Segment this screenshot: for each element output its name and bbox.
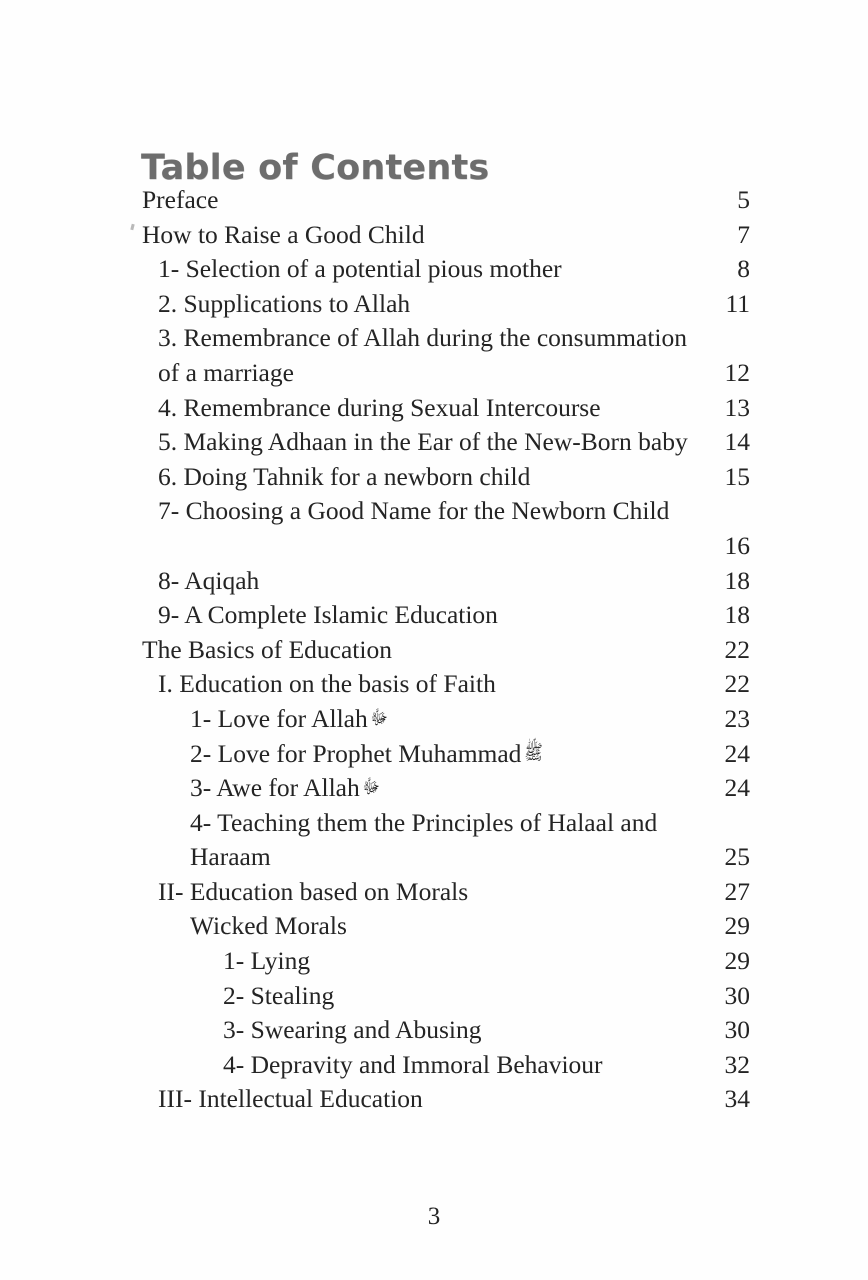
page-folio-number: 3 xyxy=(427,1203,441,1230)
toc-entry-label: 1- Lying xyxy=(223,946,311,976)
toc-entry-label: 3- Awe for Allah ﷻ xyxy=(190,773,380,803)
toc-entry-page-number: 22 xyxy=(724,669,750,699)
toc-entry-page-number: 13 xyxy=(724,392,750,422)
page-title: Table of Contents xyxy=(141,148,490,189)
toc-entry-page-number: 24 xyxy=(724,773,750,803)
toc-entry[interactable] xyxy=(142,875,750,910)
toc-entry[interactable] xyxy=(142,667,750,702)
toc-entry-label: II- Education based on Morals xyxy=(158,876,469,906)
toc-entry-page-number: 8 xyxy=(737,254,750,284)
toc-entry[interactable] xyxy=(142,460,750,495)
toc-entry-page-number: 7 xyxy=(737,219,750,249)
toc-entry[interactable] xyxy=(142,633,750,668)
toc-entry[interactable] xyxy=(142,944,750,979)
toc-entry-page-number: 30 xyxy=(724,980,750,1010)
toc-entry-page-number: 12 xyxy=(724,357,750,387)
toc-entry-label: 3. Remembrance of Allah during the consummation of a marriage xyxy=(158,323,694,387)
honorific-allah-icon: ﷻ xyxy=(370,704,388,730)
honorific-allah-icon: ﷻ xyxy=(362,774,380,799)
toc-entry[interactable] xyxy=(142,391,750,426)
toc-entry[interactable] xyxy=(142,1048,750,1083)
toc-entry[interactable] xyxy=(142,287,750,322)
toc-entry[interactable] xyxy=(142,598,750,633)
toc-entry[interactable] xyxy=(142,564,750,599)
toc-entry[interactable] xyxy=(142,702,750,737)
toc-entry-page-number: 34 xyxy=(724,1084,750,1114)
toc-entry-page-number: 24 xyxy=(724,738,750,768)
toc-entry-label: 4- Depravity and Immoral Behaviour xyxy=(223,1049,603,1079)
toc-entry[interactable] xyxy=(142,771,750,806)
toc-entry-page-number: 5 xyxy=(737,185,750,214)
toc-entry-label: 4- Teaching them the Principles of Halaal and Haraam xyxy=(190,807,664,872)
toc-entry-label: 7- Choosing a Good Name for the Newborn Child xyxy=(158,496,670,526)
toc-entry-page-number: 23 xyxy=(724,703,750,733)
toc-entry[interactable] xyxy=(142,1082,750,1117)
toc-entry-page-number: 18 xyxy=(724,565,750,595)
toc-entry-page-number: 22 xyxy=(724,634,750,664)
toc-entry-label: Wicked Morals xyxy=(190,911,347,941)
scan-artifact xyxy=(130,224,134,231)
toc-entry[interactable] xyxy=(142,321,750,390)
toc-entry-label: 4. Remembrance during Sexual Intercourse xyxy=(158,392,601,422)
toc-entry-page-number: 14 xyxy=(724,427,750,457)
toc-entry-label: 3- Swearing and Abusing xyxy=(223,1015,482,1045)
toc-entry-label: 5. Making Adhaan in the Ear of the New-Born baby xyxy=(158,427,688,457)
toc-entry-label: 2. Supplications to Allah xyxy=(158,288,411,318)
toc-entry-label: 8- Aqiqah xyxy=(158,565,260,595)
toc-entry-label: 9- A Complete Islamic Education xyxy=(158,600,498,630)
toc-entry-label: 1- Selection of a potential pious mother xyxy=(158,254,562,284)
toc-entry-label: How to Raise a Good Child xyxy=(142,219,425,249)
toc-entry[interactable] xyxy=(142,252,750,287)
toc-entry-label: The Basics of Education xyxy=(142,634,392,664)
toc-entry[interactable] xyxy=(142,806,750,875)
toc-entry[interactable] xyxy=(142,909,750,944)
toc-entry-page-number: 18 xyxy=(724,600,750,630)
toc-entry[interactable] xyxy=(142,1013,750,1048)
toc-entry-page-number: 29 xyxy=(724,946,750,976)
toc-entry-label: 2- Love for Prophet Muhammad ﷺ xyxy=(190,738,543,768)
toc-entry-label: III- Intellectual Education xyxy=(158,1084,423,1114)
toc-entry[interactable] xyxy=(142,737,750,772)
table-of-contents-list xyxy=(142,183,750,1117)
toc-entry-page-number: 29 xyxy=(724,911,750,941)
honorific-prophet-icon: ﷺ xyxy=(524,739,543,764)
toc-entry[interactable] xyxy=(142,494,750,563)
toc-entry[interactable] xyxy=(142,218,750,253)
toc-entry-page-number: 25 xyxy=(724,842,750,872)
toc-entry-page-number: 32 xyxy=(724,1049,750,1079)
toc-entry-page-number: 30 xyxy=(724,1015,750,1045)
toc-entry-label: 6. Doing Tahnik for a newborn child xyxy=(158,461,531,491)
toc-entry[interactable] xyxy=(142,425,750,460)
toc-entry-label: Preface xyxy=(142,185,219,214)
toc-entry-page-number: 27 xyxy=(724,876,750,906)
toc-entry-label: I. Education on the basis of Faith xyxy=(158,669,496,699)
toc-entry-label: 1- Love for Allah ﷻ xyxy=(190,703,388,733)
toc-entry[interactable] xyxy=(142,979,750,1014)
toc-entry-page-number: 11 xyxy=(725,288,750,318)
toc-entry-label: 2- Stealing xyxy=(223,980,335,1010)
toc-entry-page-number: 15 xyxy=(724,461,750,491)
toc-entry-page-number: 16 xyxy=(724,530,750,560)
toc-entry[interactable] xyxy=(142,183,750,218)
